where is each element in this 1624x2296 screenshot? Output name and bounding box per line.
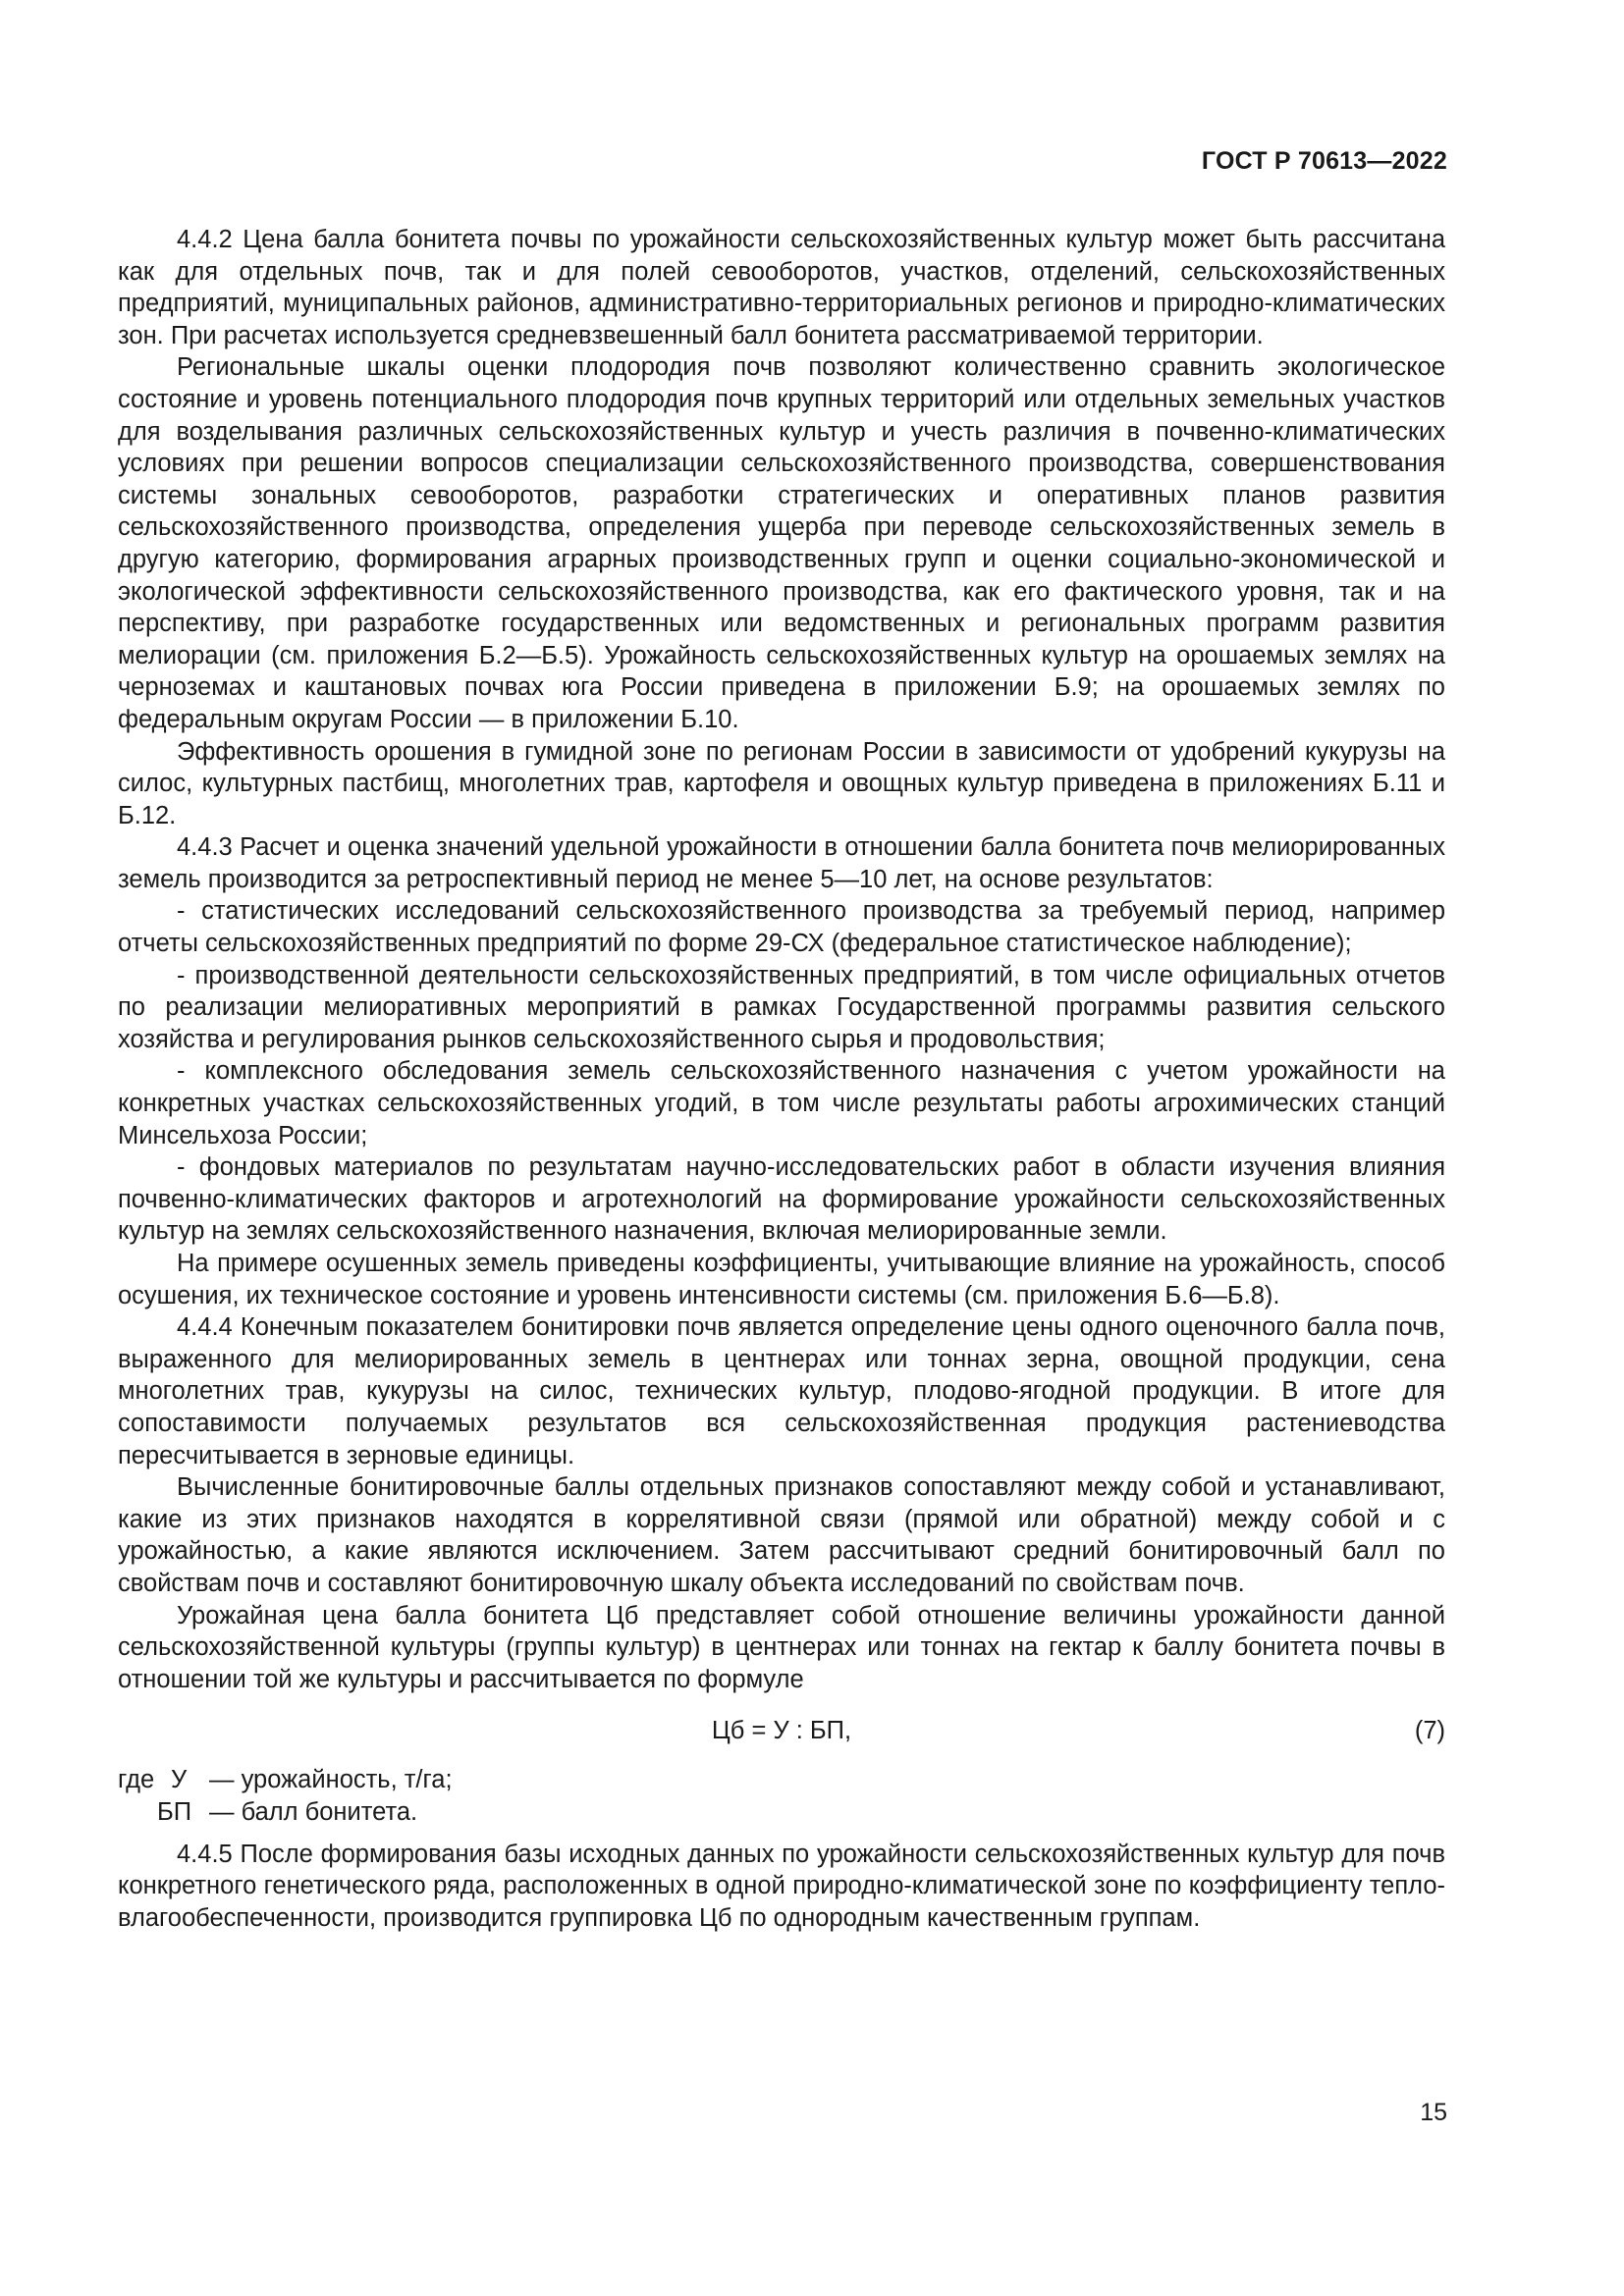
- where-lead: где: [118, 1766, 155, 1794]
- paragraph-bonitet-scores: Вычисленные бонитировочные баллы отдельных признаков сопоставляют между собой и устанавливают, какие из этих признаков находятся в коррелятивной связи (прямой или обратной) между собой и с урожайностью, а какие являются исключением. Затем рассчитывают средний бонитировочный балл по свойствам почв и составляют бонитировочную шкалу объекта исследований по свойствам почв.: [118, 1473, 1445, 1597]
- where-symbol: БП: [157, 1797, 192, 1826]
- where-definition: — балл бонитета.: [209, 1797, 418, 1826]
- paragraph-4-4-5: 4.4.5 После формирования базы исходных данных по урожайности сельскохозяйственных культур для почв конкретного генетического ряда, расположенных в одной природно-климатической зоне по коэффициенту тепло-влагообеспеченности, производится группировка Цб по однородным качественным группам.: [118, 1840, 1445, 1932]
- document-id-header: ГОСТ Р 70613—2022: [1201, 147, 1447, 175]
- list-item-fund-materials: - фондовых материалов по результатам научно-исследовательских работ в области изучения влияния почвенно-климатических факторов и агротехнологий на формирование урожайности сельскохозяйственных культур на землях сельскохозяйственного назначения, включая мелиорированные земли.: [118, 1153, 1445, 1246]
- paragraph-4-4-4: 4.4.4 Конечным показателем бонитировки почв является определение цены одного оценочного балла почв, выраженного для мелиорированных земель в центнерах или тоннах зерна, овощной продукции, сена многолетних трав, кукурузы на силос, технических культур, плодово-ягодной продукции. В итоге для сопоставимости получаемых результатов вся сельскохозяйственная продукция растениеводства пересчитывается в зерновые единицы.: [118, 1313, 1445, 1469]
- paragraph-drained-lands: На примере осушенных земель приведены коэффициенты, учитывающие влияние на урожайность, способ осушения, их техническое состояние и уровень интенсивности системы (см. приложения Б.6—Б.8).: [118, 1250, 1445, 1309]
- list-item-statistical: - статистических исследований сельскохозяйственного производства за требуемый период, например отчеты сельскохозяйственных предприятий по форме 29-СХ (федеральное статистическое наблюдение);: [118, 897, 1445, 958]
- document-body: [118, 224, 1445, 1934]
- where-definition: — урожайность, т/га;: [209, 1766, 453, 1794]
- page-number: 15: [1420, 2099, 1447, 2126]
- paragraph-irrigation-efficiency: Эффективность орошения в гумидной зоне по регионам России в зависимости от удобрений кукурузы на силос, культурных пастбищ, многолетних трав, картофеля и овощных культур приведена в приложениях Б.11 и Б.12.: [118, 737, 1445, 829]
- where-symbol: У: [171, 1766, 188, 1794]
- where-line-yield: [118, 1764, 1445, 1796]
- paragraph-yield-price: Урожайная цена балла бонитета Цб представляет собой отношение величины урожайности данной сельскохозяйственной культуры (группы культур) в центнерах или тоннах на гектар к баллу бонитета почвы в отношении той же культуры и рассчитывается по формуле: [118, 1601, 1445, 1693]
- list-item-production: - производственной деятельности сельскохозяйственных предприятий, в том числе официальных отчетов по реализации мелиоративных мероприятий в рамках Государственной программы развития сельского хозяйства и регулирования рынков сельскохозяйственного сырья и продовольствия;: [118, 961, 1445, 1053]
- where-line-score: [118, 1796, 1445, 1829]
- paragraph-regional-scales: Региональные шкалы оценки плодородия почв позволяют количественно сравнить экологическое состояние и уровень потенциального плодородия почв крупных территорий или отдельных земельных участков для возделывания различных сельскохозяйственных культур и учесть различия в почвенно-климатических условиях при решении вопросов специализации сельскохозяйственного производства, совершенствования системы зональных севооборотов, разработки стратегических и оперативных планов развития сельскохозяйственного производства, определения ущерба при переводе сельскохозяйственных земель в другую категорию, формирования аграрных производственных групп и оценки социально-экономической и экологической эффективности сельскохозяйственного производства, как его фактического уровня, так и на перспективу, при разработке государственных или ведомственных и региональных программ развития мелиорации (см. приложения Б.2—Б.5). Урожайность сельскохозяйственных культур на орошаемых землях на черноземах и каштановых почвах юга России приведена в приложении Б.9; на орошаемых землях по федеральным округам России — в приложении Б.10.: [118, 353, 1445, 733]
- paragraph-4-4-2: 4.4.2 Цена балла бонитета почвы по урожайности сельскохозяйственных культур может быть рассчитана как для отдельных почв, так и для полей севооборотов, участков, отделений, сельскохозяйственных предприятий, муниципальных районов, административно-территориальных регионов и природно-климатических зон. При расчетах используется средневзвешенный балл бонитета рассматриваемой территории.: [118, 226, 1445, 349]
- list-item-survey: - комплексного обследования земель сельскохозяйственного назначения с учетом урожайности на конкретных участках сельскохозяйственных угодий, в том числе результаты работы агрохимических станций Минсельхоза России;: [118, 1057, 1445, 1149]
- paragraph-4-4-3: 4.4.3 Расчет и оценка значений удельной урожайности в отношении балла бонитета почв мелиорированных земель производится за ретроспективный период не менее 5—10 лет, на основе результатов:: [118, 833, 1445, 893]
- formula-7: [118, 1709, 1445, 1752]
- formula-number: (7): [1414, 1717, 1445, 1745]
- formula-expression: Цб = У : БП,: [711, 1717, 852, 1745]
